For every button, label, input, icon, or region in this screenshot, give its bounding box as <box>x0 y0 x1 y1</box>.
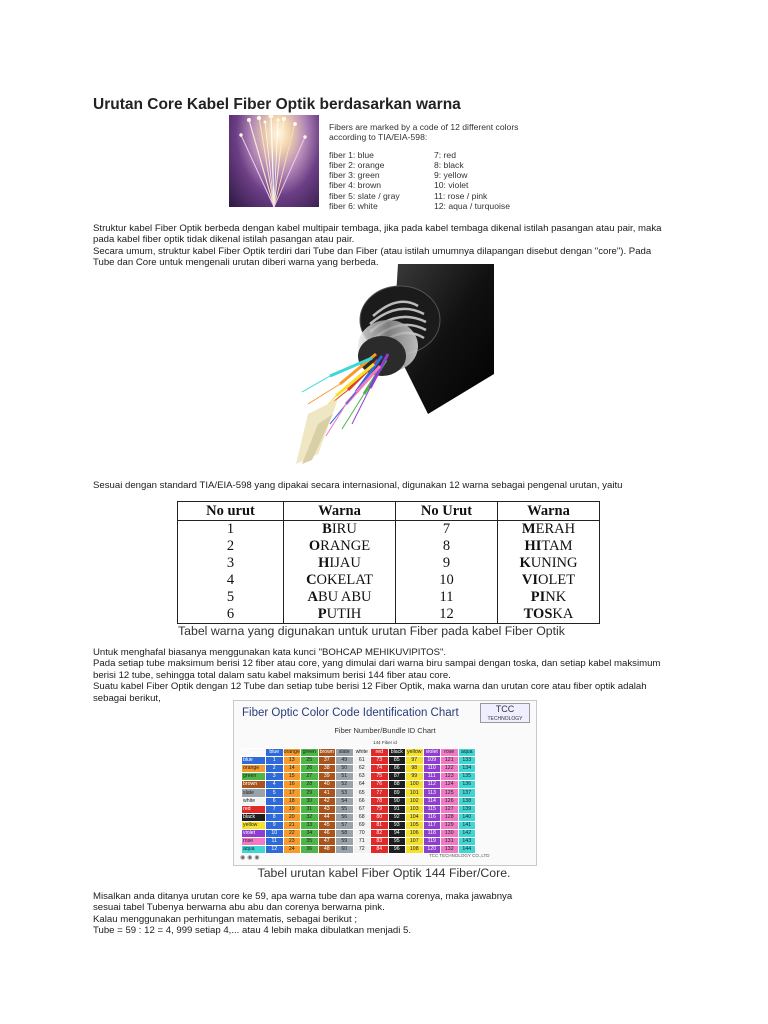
grid-cell: 83 <box>371 838 389 846</box>
grid-cell: 98 <box>406 765 424 773</box>
fiber-color-item: 9: yellow <box>434 170 468 181</box>
grid-column-header: violet <box>423 749 441 757</box>
text-line: sesuai tabel Tubenya berwarna abu abu dan corenya berwarna pink. <box>93 902 385 914</box>
table-header-row <box>178 502 600 521</box>
grid-cell: 87 <box>388 773 406 781</box>
grid-cell: 32 <box>301 813 319 821</box>
grid-cell: 2 <box>266 765 284 773</box>
table-caption: Tabel warna yang digunakan untuk urutan Fiber pada kabel Fiber Optik <box>178 624 565 638</box>
grid-cell: 22 <box>283 829 301 837</box>
grid-cell: 108 <box>406 846 424 854</box>
grid-cell: 43 <box>318 805 336 813</box>
fiber-color-item: 8: black <box>434 159 464 170</box>
grid-cell: 121 <box>441 757 459 765</box>
grid-column-header: red <box>371 749 389 757</box>
table-header: Warna <box>284 502 396 521</box>
grid-cell: 136 <box>458 781 476 789</box>
grid-cell: 57 <box>336 821 354 829</box>
grid-cell: 129 <box>441 821 459 829</box>
grid-cell: 58 <box>336 829 354 837</box>
viewer-icons: ◉ ◉ ◉ <box>240 854 260 861</box>
grid-cell: 73 <box>371 757 389 765</box>
grid-cell: 138 <box>458 797 476 805</box>
grid-column-header: brown <box>319 749 334 756</box>
text-line: sebagai berikut, <box>93 692 161 704</box>
grid-cell: 122 <box>441 765 459 773</box>
table-cell: 3 <box>178 555 284 572</box>
grid-cell: 28 <box>301 781 319 789</box>
grid-cell: 53 <box>336 789 354 797</box>
grid-cell: 14 <box>283 765 301 773</box>
grid-cell: 63 <box>353 773 371 781</box>
grid-cell: 13 <box>283 757 301 765</box>
grid-cell: 80 <box>371 813 389 821</box>
table-row <box>178 538 600 555</box>
grid-cell: 113 <box>423 789 441 797</box>
grid-cell: 142 <box>458 829 476 837</box>
table-row <box>178 555 600 572</box>
table-cell: 4 <box>178 572 284 589</box>
grid-cell: 100 <box>406 781 424 789</box>
grid-cell: 9 <box>266 821 284 829</box>
chart-caption: Tabel urutan kabel Fiber Optik 144 Fiber/Core. <box>257 866 511 880</box>
table-cell: PINK <box>498 589 600 606</box>
grid-cell: 49 <box>336 757 354 765</box>
grid-cell: 90 <box>388 797 406 805</box>
grid-cell: 88 <box>388 781 406 789</box>
grid-cell: 66 <box>353 797 371 805</box>
grid-row-label: brown <box>242 781 266 789</box>
table-cell: KUNING <box>498 555 600 572</box>
table-header: No Urut <box>396 502 498 521</box>
grid-column-header: white <box>353 749 371 757</box>
grid-cell: 118 <box>423 829 441 837</box>
grid-cell: 71 <box>353 838 371 846</box>
grid-column-header: black <box>388 749 406 757</box>
grid-cell: 135 <box>458 773 476 781</box>
grid-row <box>242 773 476 781</box>
paragraph-structure <box>93 223 662 269</box>
grid-cell: 144 <box>458 846 476 854</box>
table-cell: BIRU <box>284 521 396 539</box>
color-code-chart <box>233 700 537 866</box>
fiber-color-item: fiber 1: blue <box>329 149 374 160</box>
fiber-color-item: fiber 6: white <box>329 201 378 212</box>
grid-cell: 29 <box>301 789 319 797</box>
grid-cell: 109 <box>423 757 441 765</box>
grid-cell: 17 <box>283 789 301 797</box>
grid-cell: 39 <box>318 773 336 781</box>
grid-cell: 77 <box>371 789 389 797</box>
grid-row <box>242 781 476 789</box>
grid-cell: 124 <box>441 781 459 789</box>
grid-cell: 38 <box>318 765 336 773</box>
table-cell: 7 <box>396 521 498 539</box>
grid-cell: 91 <box>388 805 406 813</box>
table-cell: 5 <box>178 589 284 606</box>
fiber-color-item: 12: aqua / turquoise <box>434 201 510 212</box>
text-line: Struktur kabel Fiber Optik berbeda dengan kabel multipair tembaga, jika pada kabel tembaga dikenal istilah pasangan atau pair, maka <box>93 223 662 234</box>
grid-row <box>242 829 476 837</box>
chart-footer: TCC TECHNOLOGY CO.,LTD <box>429 853 490 858</box>
grid-row <box>242 805 476 813</box>
grid-column-header: yellow <box>407 749 422 756</box>
grid-cell: 104 <box>406 813 424 821</box>
grid-column-header: orange <box>283 749 300 756</box>
fiber-color-item: 11: rose / pink <box>434 190 488 201</box>
grid-cell: 5 <box>266 789 284 797</box>
grid-cell: 26 <box>301 765 319 773</box>
fiber-color-item: 7: red <box>434 149 456 160</box>
text-line: Kalau menggunakan perhitungan matematis, sebagai berikut ; <box>93 913 357 925</box>
text-line: Misalkan anda ditanya urutan core ke 59, apa warna tube dan apa warna corenya, maka jawabnya <box>93 891 513 902</box>
grid-cell: 55 <box>336 805 354 813</box>
grid-cell: 20 <box>283 813 301 821</box>
text-line: berisi 12 tube, sehingga total dalam satu kabel maksimum berisi 144 fiber atau core. <box>93 669 451 681</box>
grid-cell: 48 <box>318 846 336 854</box>
table-cell: 9 <box>396 555 498 572</box>
table-cell: HIJAU <box>284 555 396 572</box>
grid-cell: 27 <box>301 773 319 781</box>
grid-cell: 56 <box>336 813 354 821</box>
text-line: Tube = 59 : 12 = 4, 999 setiap 4,... atau 4 lebih maka dibulatkan menjadi 5. <box>93 925 412 937</box>
grid-cell: 46 <box>318 829 336 837</box>
grid-cell: 82 <box>371 829 389 837</box>
grid-cell: 115 <box>423 805 441 813</box>
fiber-id-grid <box>241 748 476 854</box>
grid-cell: 15 <box>283 773 301 781</box>
table-cell: 6 <box>178 606 284 624</box>
grid-cell: 131 <box>441 838 459 846</box>
table-row <box>178 589 600 606</box>
table-cell: VIOLET <box>498 572 600 589</box>
grid-cell: 127 <box>441 805 459 813</box>
text-line: Untuk menghafal biasanya menggunakan kata kunci "BOHCAP MEHIKUVIPITOS". <box>93 647 447 658</box>
grid-cell: 97 <box>406 757 424 765</box>
paragraph-mnemonic <box>93 647 660 704</box>
grid-cell: 35 <box>301 838 319 846</box>
grid-cell: 10 <box>266 829 284 837</box>
grid-cell: 36 <box>301 846 319 854</box>
grid-cell: 45 <box>318 821 336 829</box>
fiber-color-item: fiber 3: green <box>329 170 380 181</box>
fiber-color-item: fiber 4: brown <box>329 180 382 191</box>
fiber-color-list <box>329 122 518 211</box>
grid-row <box>242 789 476 797</box>
grid-cell: 140 <box>458 813 476 821</box>
grid-row-label: red <box>242 805 266 813</box>
grid-cell: 92 <box>388 813 406 821</box>
grid-row <box>242 765 476 773</box>
paragraph-standard <box>93 480 622 491</box>
grid-cell: 106 <box>406 829 424 837</box>
grid-cell: 1 <box>266 757 284 765</box>
text-line: Pada setiap tube maksimum berisi 12 fiber atau core, yang dimulai dari warna biru sampai dengan toska, dan setiap kabel maksimum <box>93 658 661 670</box>
grid-row-label: green <box>242 773 266 781</box>
grid-cell: 101 <box>406 789 424 797</box>
grid-cell: 4 <box>266 781 284 789</box>
grid-cell: 60 <box>336 846 354 854</box>
grid-row-label: rose <box>242 838 266 846</box>
table-cell: PUTIH <box>284 606 396 624</box>
grid-cell: 65 <box>353 789 371 797</box>
grid-cell: 67 <box>353 805 371 813</box>
text-line: Secara umum, struktur kabel Fiber Optik terdiri dari Tube dan Fiber (atau istilah umumnya dilapangan disebut dengan "core"). Pada <box>93 245 652 257</box>
text-line: Tube dan Core untuk mengenali urutan diberi warna yang berbeda. <box>93 257 379 269</box>
fiber-color-item: 10: violet <box>434 180 469 191</box>
grid-column-header: blue <box>266 749 284 757</box>
color-order-table <box>177 501 600 624</box>
grid-row-label: aqua <box>242 846 266 854</box>
grid-cell: 99 <box>406 773 424 781</box>
grid-cell: 105 <box>406 821 424 829</box>
grid-column-header: aqua <box>458 749 476 757</box>
grid-cell: 93 <box>388 821 406 829</box>
grid-cell: 37 <box>318 757 336 765</box>
grid-cell: 74 <box>371 765 389 773</box>
grid-column-header: slate <box>336 749 354 757</box>
text-line: pada kabel fiber optik tidak dikenal istilah pasangan atau pair. <box>93 234 355 246</box>
table-header: No urut <box>178 502 284 521</box>
chart-title: Fiber Optic Color Code Identification Chart <box>242 707 459 719</box>
grid-row-label: slate <box>242 789 266 797</box>
table-row <box>178 606 600 624</box>
chart-subtitle-small: 144 Fiber id <box>373 740 397 745</box>
grid-cell: 143 <box>458 838 476 846</box>
table-cell: TOSKA <box>498 606 600 624</box>
grid-cell: 69 <box>353 821 371 829</box>
grid-corner <box>242 749 266 757</box>
grid-cell: 70 <box>353 829 371 837</box>
grid-cell: 78 <box>371 797 389 805</box>
grid-cell: 23 <box>283 838 301 846</box>
grid-cell: 25 <box>301 757 319 765</box>
fiber-color-item: fiber 2: orange <box>329 159 385 170</box>
grid-cell: 8 <box>266 813 284 821</box>
grid-cell: 110 <box>423 765 441 773</box>
table-cell: 11 <box>396 589 498 606</box>
table-cell: ORANGE <box>284 538 396 555</box>
fiber-optic-photo <box>229 115 319 207</box>
grid-cell: 89 <box>388 789 406 797</box>
text-line: Sesuai dengan standard TIA/EIA-598 yang dipakai secara internasional, digunakan 12 warna sebagai pengenal urutan, yaitu <box>93 480 623 491</box>
grid-cell: 6 <box>266 797 284 805</box>
fiber-intro-line: Fibers are marked by a code of 12 different colors <box>329 122 519 132</box>
table-cell: 12 <box>396 606 498 624</box>
tcc-logo: TCC TECHNOLOGY <box>480 703 530 723</box>
grid-cell: 114 <box>423 797 441 805</box>
grid-cell: 44 <box>318 813 336 821</box>
grid-cell: 119 <box>423 838 441 846</box>
grid-cell: 7 <box>266 805 284 813</box>
grid-column-header: rose <box>441 749 459 757</box>
grid-row <box>242 797 476 805</box>
grid-cell: 19 <box>283 805 301 813</box>
grid-cell: 107 <box>406 838 424 846</box>
grid-cell: 137 <box>458 789 476 797</box>
grid-row-label: black <box>242 813 266 821</box>
grid-cell: 54 <box>336 797 354 805</box>
grid-cell: 103 <box>406 805 424 813</box>
grid-cell: 11 <box>266 838 284 846</box>
table-cell: MERAH <box>498 521 600 539</box>
grid-row-label: orange <box>242 765 266 773</box>
table-row <box>178 572 600 589</box>
grid-cell: 117 <box>423 821 441 829</box>
grid-cell: 134 <box>458 765 476 773</box>
table-cell: COKELAT <box>284 572 396 589</box>
grid-cell: 12 <box>266 846 284 854</box>
grid-cell: 50 <box>336 765 354 773</box>
grid-cell: 102 <box>406 797 424 805</box>
grid-cell: 33 <box>301 821 319 829</box>
grid-cell: 79 <box>371 805 389 813</box>
table-cell: HITAM <box>498 538 600 555</box>
grid-cell: 116 <box>423 813 441 821</box>
grid-cell: 41 <box>318 789 336 797</box>
grid-cell: 21 <box>283 821 301 829</box>
grid-cell: 133 <box>458 757 476 765</box>
grid-cell: 42 <box>318 797 336 805</box>
grid-cell: 47 <box>318 838 336 846</box>
page-title: Urutan Core Kabel Fiber Optik berdasarkan warna <box>93 96 461 113</box>
fiber-cable-cross-section-image <box>278 264 494 464</box>
grid-cell: 24 <box>283 846 301 854</box>
table-cell: 10 <box>396 572 498 589</box>
grid-cell: 111 <box>423 773 441 781</box>
grid-cell: 52 <box>336 781 354 789</box>
grid-cell: 68 <box>353 813 371 821</box>
grid-cell: 31 <box>301 805 319 813</box>
grid-cell: 72 <box>353 846 371 854</box>
grid-cell: 40 <box>318 781 336 789</box>
grid-cell: 94 <box>388 829 406 837</box>
grid-cell: 132 <box>441 846 459 854</box>
table-cell: ABU ABU <box>284 589 396 606</box>
grid-column-header: green <box>301 749 319 757</box>
table-header: Warna <box>498 502 600 521</box>
grid-cell: 64 <box>353 781 371 789</box>
table-cell: 1 <box>178 521 284 539</box>
grid-cell: 3 <box>266 773 284 781</box>
grid-cell: 51 <box>336 773 354 781</box>
table-cell: 2 <box>178 538 284 555</box>
grid-row <box>242 757 476 765</box>
grid-cell: 112 <box>423 781 441 789</box>
grid-cell: 75 <box>371 773 389 781</box>
grid-cell: 81 <box>371 821 389 829</box>
grid-cell: 123 <box>441 773 459 781</box>
grid-cell: 125 <box>441 789 459 797</box>
chart-subtitle: Fiber Number/Bundle ID Chart <box>334 726 436 735</box>
grid-cell: 85 <box>388 757 406 765</box>
grid-cell: 30 <box>301 797 319 805</box>
grid-header-row <box>242 749 476 757</box>
grid-cell: 76 <box>371 781 389 789</box>
grid-cell: 126 <box>441 797 459 805</box>
grid-row-label: white <box>242 797 266 805</box>
grid-cell: 139 <box>458 805 476 813</box>
grid-row-label: blue <box>242 757 266 765</box>
table-cell: 8 <box>396 538 498 555</box>
grid-cell: 86 <box>388 765 406 773</box>
grid-cell: 59 <box>336 838 354 846</box>
grid-row <box>242 838 476 846</box>
grid-row <box>242 813 476 821</box>
fiber-intro-line: according to TIA/EIA-598: <box>329 132 428 143</box>
grid-cell: 16 <box>283 781 301 789</box>
table-row <box>178 521 600 539</box>
grid-cell: 84 <box>371 846 389 854</box>
grid-cell: 95 <box>388 838 406 846</box>
grid-cell: 141 <box>458 821 476 829</box>
grid-cell: 96 <box>388 846 406 854</box>
paragraph-example <box>93 891 512 937</box>
grid-cell: 120 <box>423 846 441 854</box>
grid-cell: 61 <box>353 757 371 765</box>
grid-row-label: yellow <box>242 821 266 829</box>
grid-cell: 130 <box>441 829 459 837</box>
grid-cell: 128 <box>441 813 459 821</box>
grid-cell: 18 <box>283 797 301 805</box>
grid-cell: 62 <box>353 765 371 773</box>
grid-row <box>242 821 476 829</box>
grid-row-label: violet <box>242 829 266 837</box>
grid-cell: 34 <box>301 829 319 837</box>
fiber-color-item: fiber 5: slate / gray <box>329 190 400 201</box>
text-line: Suatu kabel Fiber Optik dengan 12 Tube dan setiap tube berisi 12 Fiber Optik, maka warna dan urutan core atau fiber optik adalah <box>93 681 647 693</box>
